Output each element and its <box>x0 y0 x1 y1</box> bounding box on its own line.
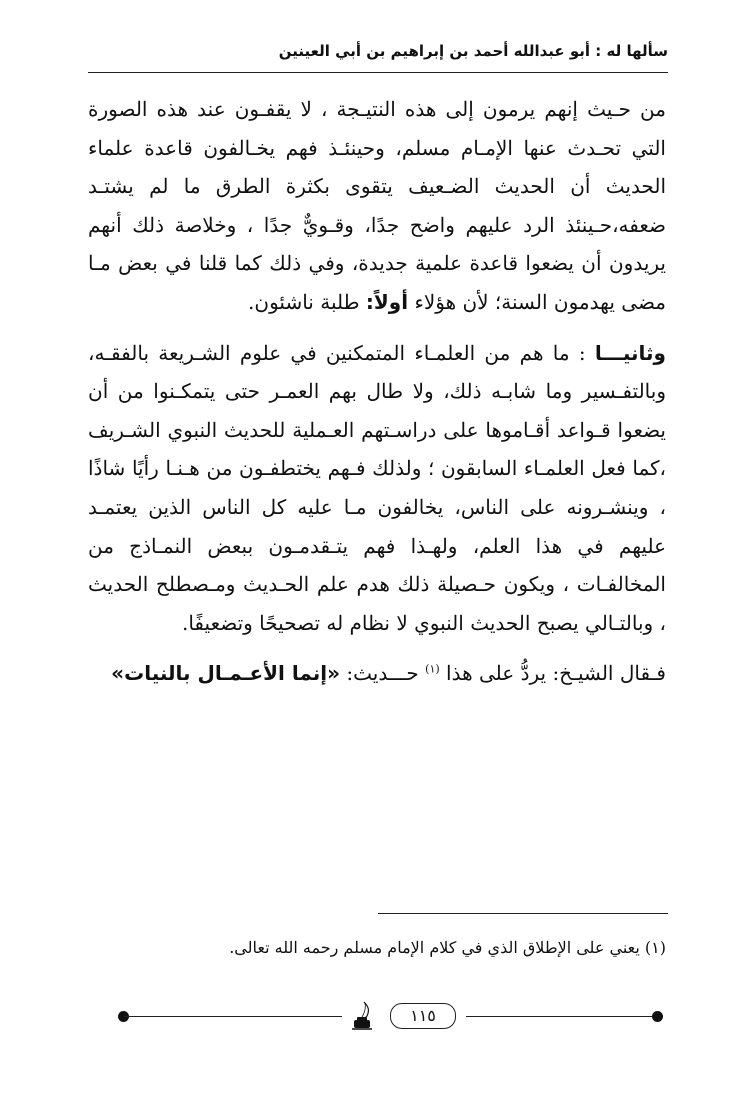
footer-line-right <box>466 1016 656 1017</box>
inkwell-quill-icon <box>350 1000 374 1030</box>
footnote-rule <box>378 913 668 914</box>
page-footer <box>0 1000 746 1030</box>
paragraph-2: وثانيـــا : ما هم من العلمـاء المتمكنين في علوم الشـريعة بالفقـه، وبالتفـسير وما شابـه ذلك، ولا طال بهم العمـر حتى يتمكـنوا من أن يضعوا قـواعد أقـاموها على دراسـتهم العـملية للحديث النبوي الشـريف ،كما فعل العلمـاء السابقون ؛ ولذلك فـهم يختطفـون من هـنـا رأيًا شاذًا ، وينشـرونه على الناس، يخالفون مـا عليه كل الناس الذين يعتمـد عليهم في هذا العلم، ولهـذا فهم يتـقدمـون ببعض النمـاذج من المخالفـات ، ويكون حـصيلة ذلك هدم علم الحـديث ومـصطلح الحديث ، وبالتـالي يصبح الحديث النبوي لا نظام له تصحيحًا وتضعيفًا. <box>88 340 667 635</box>
paragraph-3: فـقال الشيـخ: يردُّ على هذا $^{(١)}$ حـــديث: «إنما الأعـمـال بالنيات» <box>111 661 666 686</box>
footer-dot-right <box>652 1011 663 1022</box>
header-rule <box>88 72 668 73</box>
hadith-quote: «إنما الأعـمـال بالنيات» <box>111 661 341 686</box>
bold-term-second: وثانيـــا <box>594 340 666 365</box>
footer-line-left <box>124 1016 342 1017</box>
running-header: سألها له : أبو عبدالله أحمد بن إبراهيم بن أبي العينين <box>278 42 668 60</box>
bold-term-first: أولاً: <box>365 289 409 314</box>
page-number: ١١٥ <box>390 1003 456 1029</box>
body-text <box>88 90 666 693</box>
footnote-reference[interactable]: (١) <box>425 662 440 676</box>
paragraph-1: من حـيث إنهم يرمون إلى هذه النتيـجة ، لا يقفـون عند هذه الصورة التي تحـدث عنها الإمـام مسلم، وحينئـذ فهم يخـالفون قاعدة علماء الحديث أن الحديث الضـعيف يتقوى بكثرة الطرق ما لم يشتـد ضعفه،حـينئذ الرد عليهم واضح جدًا، وقـويٌّ جدًا ، وخلاصة ذلك أنهم يريدون أن يضعوا قاعدة علمية جديدة، وفي ذلك كما قلنا في بعض مـا مضى يهدمون السنة؛ لأن هؤلاء أولاً: طلبة ناشئون. <box>88 97 666 314</box>
footnote: (١) يعني على الإطلاق الذي في كلام الإمام مسلم رحمه الله تعالى. <box>229 938 666 957</box>
